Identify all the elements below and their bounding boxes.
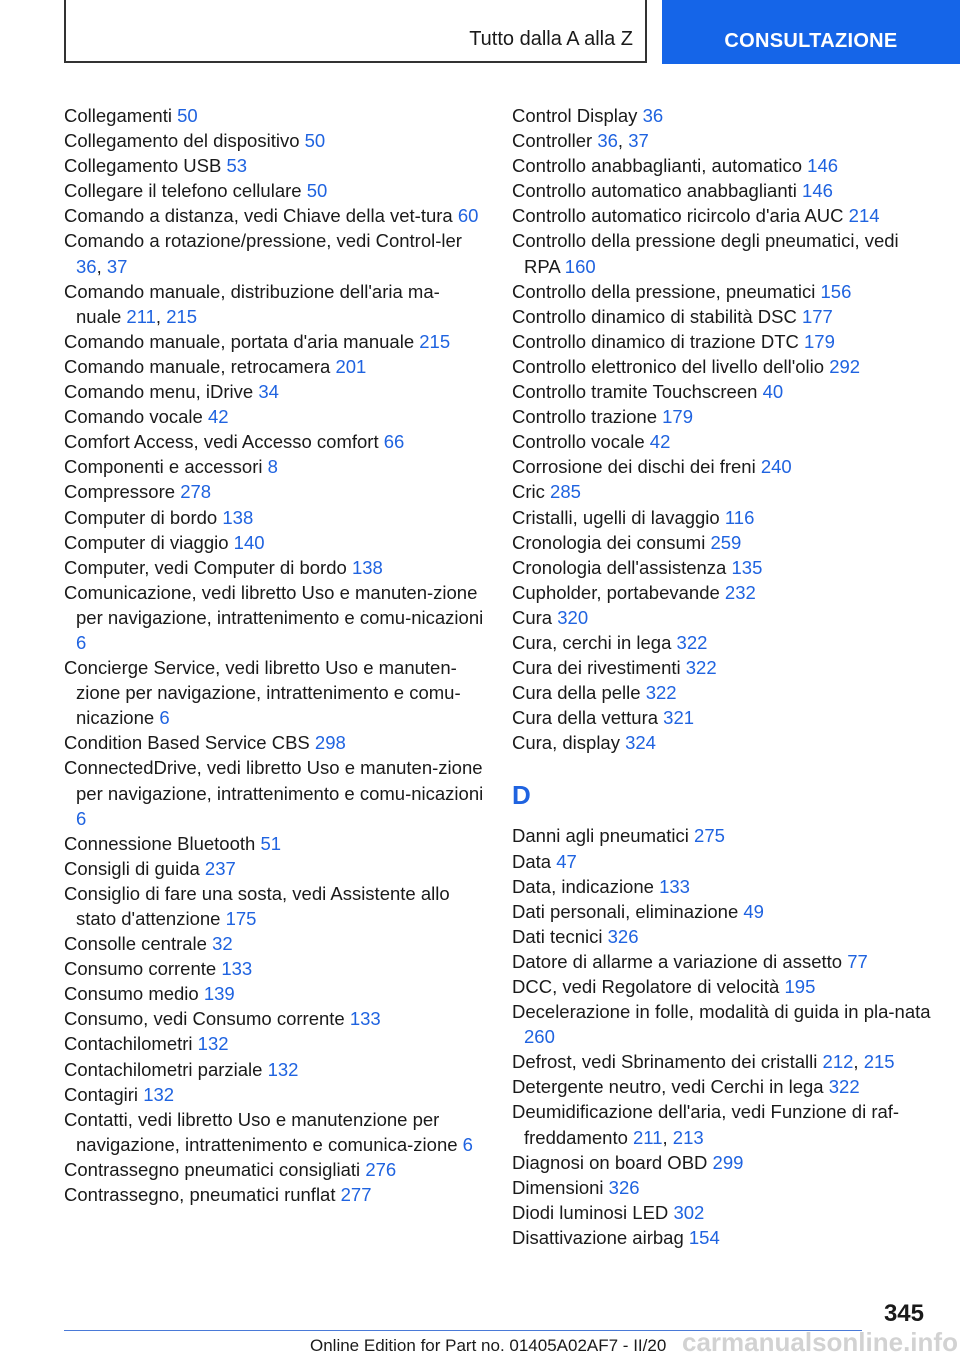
- index-term: Corrosione dei dischi dei freni: [512, 456, 761, 478]
- page-reference-link[interactable]: 32: [212, 933, 233, 955]
- page-number: 345: [883, 1300, 924, 1327]
- index-term: Comando manuale, retrocamera: [64, 355, 336, 377]
- page-reference-link[interactable]: 215: [166, 305, 198, 327]
- page-reference-link[interactable]: 133: [659, 875, 690, 897]
- index-group-d: [512, 823, 932, 1250]
- page-reference-link[interactable]: 326: [608, 1176, 640, 1198]
- index-term: Detergente neutro, vedi Cerchi in lega: [512, 1076, 829, 1098]
- index-term: Controllo della pressione, pneumatici: [512, 280, 821, 302]
- index-entry: [64, 981, 484, 1006]
- index-term: Consiglio di fare una sosta, vedi Assistente allo stato d'attenzione: [64, 882, 450, 929]
- index-term: Controllo trazione: [512, 406, 663, 428]
- index-entry: [64, 856, 484, 881]
- page-reference-link[interactable]: 36: [76, 255, 97, 277]
- page-reference-link[interactable]: 6: [462, 1133, 473, 1155]
- index-term: Collegare il telefono cellulare: [64, 180, 307, 202]
- index-entry: [512, 974, 932, 999]
- index-column-right: [512, 103, 932, 1250]
- index-term: Collegamenti: [64, 105, 178, 126]
- index-term: Consumo corrente: [64, 958, 222, 980]
- index-term: Dimensioni: [512, 1176, 609, 1198]
- index-entry: [512, 354, 932, 379]
- index-term: Decelerazione in folle, modalità di guida in pla‐nata: [512, 1001, 931, 1023]
- index-entry: [512, 379, 932, 404]
- index-term: Collegamento del dispositivo: [64, 130, 305, 152]
- index-term: Condition Based Service CBS: [64, 732, 315, 754]
- index-term: Controllo elettronico del livello dell'olio: [512, 355, 830, 377]
- index-term: Contachilometri parziale: [64, 1058, 268, 1080]
- index-entry: [512, 279, 932, 304]
- index-term: Cura della pelle: [512, 682, 646, 704]
- index-term: Controllo anabbaglianti, automatico: [512, 155, 808, 177]
- index-entry: [64, 1006, 484, 1031]
- index-term: Controllo automatico ricircolo d'aria AUC: [512, 205, 849, 227]
- index-entry: [512, 304, 932, 329]
- page-reference-link[interactable]: 179: [662, 406, 694, 428]
- page-reference-link[interactable]: 156: [820, 280, 852, 302]
- index-term: Comando a rotazione/pressione, vedi Control‐ler: [64, 230, 462, 252]
- index-term: Comando vocale: [64, 406, 208, 428]
- page-reference-link[interactable]: 201: [335, 355, 367, 377]
- page-reference-link[interactable]: 34: [258, 381, 279, 403]
- page-reference-link[interactable]: 135: [731, 556, 763, 578]
- index-term: Componenti e accessori: [64, 456, 268, 478]
- page-reference-link[interactable]: 6: [159, 707, 170, 729]
- page-reference-link[interactable]: 322: [676, 631, 708, 653]
- chapter-label: CONSULTAZIONE: [724, 30, 898, 52]
- index-entry: [512, 680, 932, 705]
- page-reference-link[interactable]: 50: [306, 180, 328, 202]
- index-entry: [64, 103, 484, 128]
- index-entry: [64, 505, 484, 530]
- index-term: Cristalli, ugelli di lavaggio: [512, 506, 725, 528]
- index-entry: [512, 899, 932, 924]
- page-reference-link[interactable]: 292: [829, 355, 861, 377]
- index-term: Diagnosi on board OBD: [512, 1151, 713, 1173]
- index-entry: [64, 354, 484, 379]
- index-entry: [512, 949, 932, 974]
- index-entry: [512, 530, 932, 555]
- page-reference-link[interactable]: 324: [625, 732, 656, 754]
- index-term: Control Display: [512, 105, 643, 126]
- index-term: Comando manuale, distribuzione dell'aria ma‐nuale: [64, 280, 440, 327]
- page-reference-link[interactable]: 40: [762, 381, 784, 403]
- index-term: Contrassegno, pneumatici runflat: [64, 1184, 341, 1206]
- page-reference-link[interactable]: 133: [221, 958, 253, 980]
- index-entry: [512, 630, 932, 655]
- index-entry: [512, 999, 932, 1049]
- index-term: Data: [512, 850, 557, 872]
- index-term: Cura, cerchi in lega: [512, 631, 677, 653]
- index-term: Comando a distanza, vedi Chiave della vet‐tura: [64, 205, 458, 227]
- page-reference-link[interactable]: 211: [126, 305, 156, 327]
- index-term: Consigli di guida: [64, 857, 205, 879]
- page-reference-link[interactable]: 321: [663, 707, 695, 729]
- index-entry: [64, 329, 484, 354]
- page-reference-link[interactable]: 6: [76, 807, 87, 829]
- index-entry: [64, 956, 484, 981]
- page-reference-link[interactable]: 240: [760, 456, 792, 478]
- page-reference-link[interactable]: 276: [365, 1158, 397, 1180]
- index-term: Controllo automatico anabbaglianti: [512, 180, 803, 202]
- index-term: Dati tecnici: [512, 925, 608, 947]
- footer-edition-text: Online Edition for Part no. 01405A02AF7 - II/20: [310, 1336, 667, 1355]
- index-term: Comando menu, iDrive: [64, 381, 259, 403]
- index-entry: [512, 580, 932, 605]
- section-title: Tutto dalla A alla Z: [469, 28, 633, 50]
- page-reference-link[interactable]: 320: [557, 606, 589, 628]
- page-reference-link[interactable]: 260: [524, 1026, 555, 1048]
- index-term: Danni agli pneumatici: [512, 825, 695, 847]
- index-entry: [64, 128, 484, 153]
- index-entry: [64, 379, 484, 404]
- index-entry: [512, 1225, 932, 1250]
- page-reference-link[interactable]: 232: [724, 581, 756, 603]
- index-term: Disattivazione airbag: [512, 1226, 689, 1248]
- index-entry: [512, 1074, 932, 1099]
- index-entry: [512, 103, 932, 128]
- page-reference-link[interactable]: 213: [672, 1126, 704, 1148]
- index-entry: [64, 755, 484, 830]
- page-reference-link[interactable]: 116: [724, 506, 755, 528]
- index-term: DCC, vedi Regolatore di velocità: [512, 976, 785, 997]
- page-reference-link[interactable]: 302: [673, 1201, 705, 1223]
- page-reference-link[interactable]: 211: [633, 1126, 663, 1148]
- index-term: Controller: [512, 130, 598, 152]
- index-entry: [512, 1150, 932, 1175]
- page-reference-link[interactable]: 37: [628, 130, 649, 152]
- page-reference-link[interactable]: 179: [804, 330, 835, 352]
- index-entry: Comando a rotazione/pressione, vedi Control‐ler 36, 37: [64, 230, 462, 277]
- page-reference-link[interactable]: 322: [685, 657, 717, 679]
- page-reference-link[interactable]: 214: [848, 205, 880, 227]
- index-entry: [64, 1031, 484, 1056]
- page-reference-link[interactable]: 133: [349, 1008, 381, 1030]
- index-group-c: [512, 103, 932, 755]
- index-term: Cura della vettura: [512, 707, 664, 729]
- page-reference-link[interactable]: 195: [784, 976, 816, 997]
- page-reference-link[interactable]: 132: [143, 1083, 175, 1105]
- index-entry: [512, 874, 932, 899]
- page-reference-link[interactable]: 212: [822, 1051, 854, 1073]
- page-reference-link[interactable]: 139: [203, 983, 235, 1005]
- index-entry: [64, 178, 484, 203]
- index-term: Dati personali, eliminazione: [512, 900, 744, 922]
- index-entry: Comando manuale, distribuzione dell'aria ma‐nuale 211, 215: [64, 280, 440, 327]
- index-column-left: [64, 103, 484, 1207]
- index-entry: [512, 404, 932, 429]
- index-term: Deumidificazione dell'aria, vedi Funzione di raf‐freddamento: [512, 1101, 900, 1148]
- page-reference-link[interactable]: 50: [177, 105, 198, 126]
- index-term: Controllo della pressione degli pneumatici, vedi RPA: [512, 230, 899, 277]
- index-term: Cura, display: [512, 732, 626, 754]
- index-entry: [512, 178, 932, 203]
- index-entry: Controller 36, 37: [512, 130, 649, 152]
- index-term: Cura dei rivestimenti: [512, 657, 686, 679]
- page-reference-link[interactable]: 322: [828, 1076, 860, 1098]
- index-entry: [512, 705, 932, 730]
- index-term: Contrassegno pneumatici consigliati: [64, 1158, 366, 1180]
- index-entry: [512, 730, 932, 755]
- index-entry: [512, 454, 932, 479]
- page-reference-link[interactable]: 53: [226, 155, 248, 177]
- page-reference-link[interactable]: 42: [207, 406, 229, 428]
- section-letter-heading: D: [512, 780, 531, 811]
- index-entry: [512, 329, 932, 354]
- index-term: Collegamento USB: [64, 155, 227, 177]
- index-entry: [64, 1157, 484, 1182]
- header-section-box: [64, 0, 647, 63]
- page-reference-link[interactable]: 140: [233, 531, 265, 553]
- index-term: Compressore: [64, 481, 181, 503]
- page-reference-link[interactable]: 49: [743, 900, 764, 922]
- page-reference-link[interactable]: 47: [556, 850, 577, 872]
- page-reference-link[interactable]: 50: [304, 130, 326, 152]
- page-reference-link[interactable]: 278: [180, 481, 212, 503]
- index-entry: [64, 153, 484, 178]
- index-entry: [512, 924, 932, 949]
- index-term: Contagiri: [64, 1083, 144, 1105]
- index-entry: [64, 530, 484, 555]
- index-entry: [512, 429, 932, 454]
- index-term: Consolle centrale: [64, 933, 213, 955]
- page-reference-link[interactable]: 259: [710, 531, 742, 553]
- watermark: carmanualsonline.info: [682, 1327, 958, 1357]
- page-reference-link[interactable]: 154: [688, 1226, 720, 1248]
- index-entry: [64, 1057, 484, 1082]
- index-entry: [64, 1082, 484, 1107]
- index-entry: [64, 203, 484, 228]
- index-entry: [64, 580, 484, 655]
- index-entry: [64, 730, 484, 755]
- index-entry: [512, 153, 932, 178]
- page-reference-link[interactable]: 146: [802, 180, 833, 202]
- index-term: Comfort Access, vedi Accesso comfort: [64, 431, 384, 453]
- index-term: Contachilometri: [64, 1033, 198, 1055]
- index-term: Datore di allarme a variazione di assetto: [512, 950, 848, 972]
- index-entry: [512, 505, 932, 530]
- page-reference-link[interactable]: 298: [314, 732, 346, 754]
- index-entry: [64, 429, 484, 454]
- index-term: Connessione Bluetooth: [64, 832, 261, 854]
- index-term: Defrost, vedi Sbrinamento dei cristalli: [512, 1051, 823, 1073]
- index-entry: [512, 479, 932, 504]
- page-reference-link[interactable]: 42: [649, 431, 671, 453]
- index-entry: [64, 881, 484, 931]
- page-reference-link[interactable]: 215: [419, 330, 451, 352]
- index-term: Contatti, vedi libretto Uso e manutenzione per navigazione, intrattenimento e comunica‐zione: [64, 1108, 463, 1155]
- index-entry: [64, 479, 484, 504]
- page-reference-link[interactable]: 237: [204, 857, 236, 879]
- page-reference-link[interactable]: 37: [106, 255, 128, 277]
- index-term: Controllo dinamico di trazione DTC: [512, 330, 805, 352]
- index-term: Consumo, vedi Consumo corrente: [64, 1008, 350, 1030]
- page-reference-link[interactable]: 160: [564, 255, 596, 277]
- page-reference-link[interactable]: 177: [801, 305, 833, 327]
- index-entry: [512, 1175, 932, 1200]
- page-reference-link[interactable]: 138: [351, 556, 383, 578]
- index-term: Controllo vocale: [512, 431, 650, 453]
- index-term: Diodi luminosi LED: [512, 1201, 674, 1223]
- page-reference-link[interactable]: 51: [260, 832, 282, 854]
- page-reference-link[interactable]: 60: [457, 205, 479, 227]
- page-reference-link[interactable]: 132: [197, 1033, 229, 1055]
- index-term: Controllo dinamico di stabilità DSC: [512, 305, 802, 327]
- page-reference-link[interactable]: 6: [76, 631, 87, 653]
- page-reference-link[interactable]: 36: [597, 130, 618, 152]
- page-reference-link[interactable]: 322: [645, 682, 677, 704]
- page-reference-link[interactable]: 8: [267, 456, 278, 478]
- index-entry: [512, 605, 932, 630]
- page-reference-link[interactable]: 275: [694, 825, 725, 847]
- index-entry: [64, 454, 484, 479]
- page-reference-link[interactable]: 66: [383, 431, 405, 453]
- index-entry: [512, 1200, 932, 1225]
- index-term: Cupholder, portabevande: [512, 581, 725, 603]
- index-entry: [64, 1182, 484, 1207]
- index-term: Data, indicazione: [512, 875, 660, 897]
- page-reference-link[interactable]: 175: [225, 908, 257, 929]
- index-entry: [64, 831, 484, 856]
- page-reference-link[interactable]: 36: [642, 105, 664, 126]
- page-reference-link[interactable]: 285: [550, 481, 581, 503]
- page-reference-link[interactable]: 299: [712, 1151, 744, 1173]
- index-entry: [64, 931, 484, 956]
- index-term: Cronologia dei consumi: [512, 531, 711, 553]
- index-entry: [512, 849, 932, 874]
- index-entry: [64, 1107, 484, 1157]
- index-term: Concierge Service, vedi libretto Uso e manuten‐zione per navigazione, intrattenimento e comu‐nicazione: [64, 657, 461, 729]
- index-term: Cronologia dell'assistenza: [512, 556, 732, 578]
- page-reference-link[interactable]: 77: [847, 950, 868, 972]
- index-entry: [512, 555, 932, 580]
- page-reference-link[interactable]: 138: [222, 506, 254, 528]
- index-entry: [512, 203, 932, 228]
- page-reference-link[interactable]: 132: [267, 1058, 299, 1080]
- index-term: Comunicazione, vedi libretto Uso e manuten‐zione per navigazione, intrattenimento e comu‐nicazioni: [64, 581, 484, 628]
- index-term: Computer, vedi Computer di bordo: [64, 556, 352, 578]
- index-term: Controllo tramite Touchscreen: [512, 381, 763, 403]
- index-term: Cura: [512, 606, 558, 628]
- index-entry: [512, 228, 932, 278]
- page-reference-link[interactable]: 277: [340, 1184, 372, 1206]
- index-entry: [64, 404, 484, 429]
- index-term: Cric: [512, 481, 551, 503]
- index-entry: [512, 823, 932, 848]
- index-term: Comando manuale, portata d'aria manuale: [64, 330, 420, 352]
- index-entry: Defrost, vedi Sbrinamento dei cristalli 212, 215: [512, 1051, 895, 1073]
- index-entry: [64, 655, 484, 730]
- index-entry: Deumidificazione dell'aria, vedi Funzione di raf‐freddamento 211, 213: [512, 1101, 900, 1148]
- page-reference-link[interactable]: 146: [807, 155, 839, 177]
- index-term: ConnectedDrive, vedi libretto Uso e manuten‐zione per navigazione, intrattenimento e comu‐nicazioni: [64, 757, 484, 804]
- page-reference-link[interactable]: 215: [863, 1051, 895, 1073]
- index-term: Computer di bordo: [64, 506, 223, 528]
- index-entry: [512, 655, 932, 680]
- chapter-tab[interactable]: [662, 0, 960, 64]
- index-term: Computer di viaggio: [64, 531, 234, 553]
- index-term: Consumo medio: [64, 983, 204, 1005]
- page-reference-link[interactable]: 326: [607, 925, 639, 947]
- index-entry: [64, 555, 484, 580]
